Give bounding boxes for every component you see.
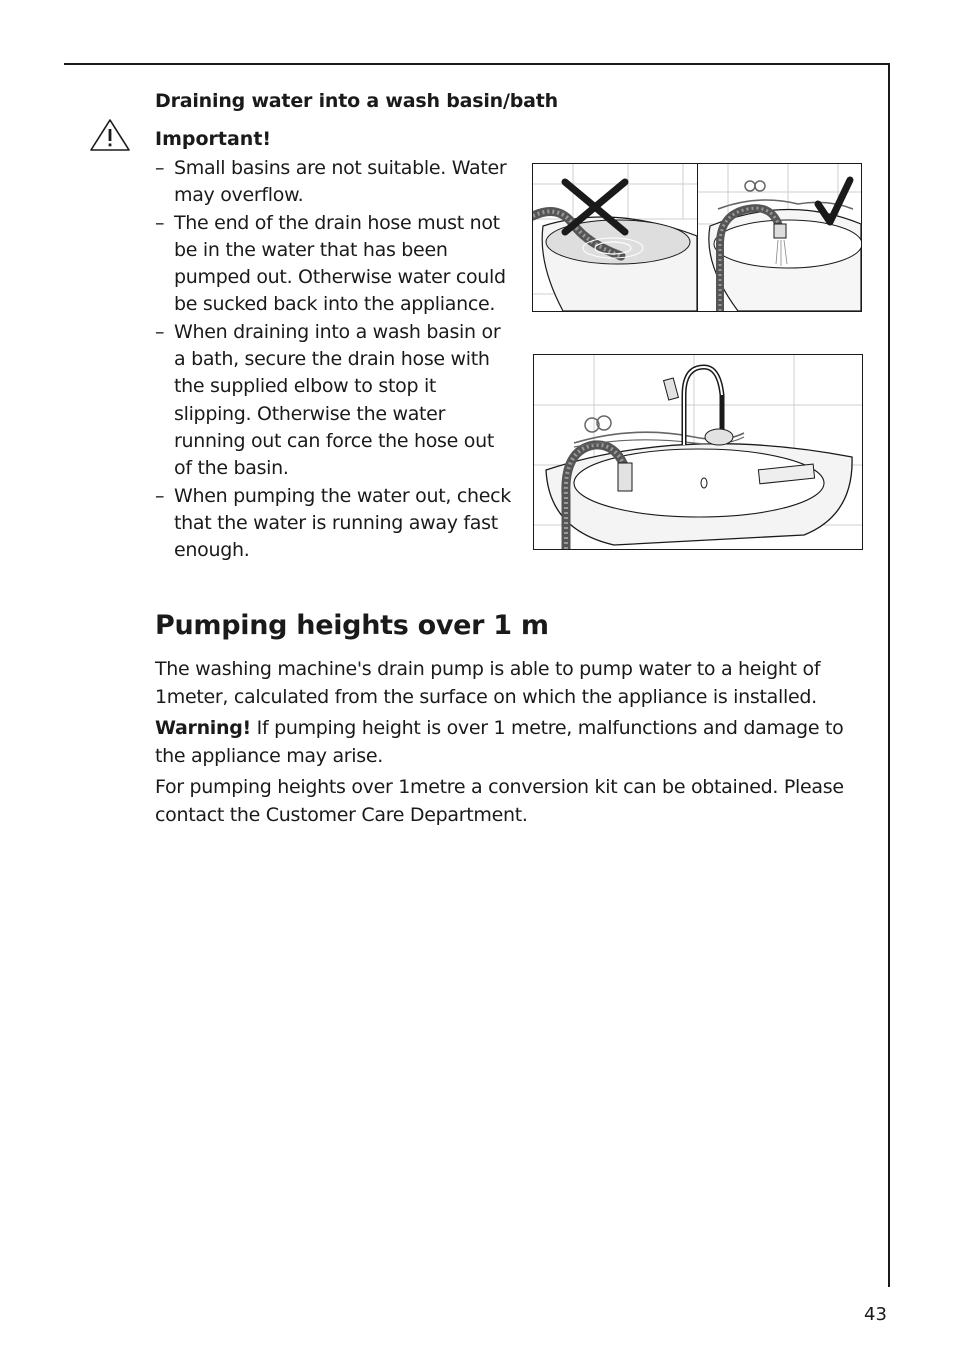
list-item: – Small basins are not suitable. Water may overflow. — [155, 157, 507, 207]
list-item: – When pumping the water out, check that the water is running away fast enough. — [155, 484, 512, 562]
important-label: Important! — [155, 128, 272, 150]
illustration-hose-in-water — [532, 163, 698, 312]
right-rule — [888, 63, 890, 1287]
top-rule — [64, 63, 890, 65]
illustration-hose-above-water — [697, 163, 862, 312]
list-item: – When draining into a wash basin or a bath, secure the drain hose with the supplied elbow to stop it slipping. Otherwise the water running out can force the hose out of the basin. — [155, 320, 501, 480]
section-subheading: Draining water into a wash basin/bath — [155, 90, 558, 112]
list-item: – The end of the drain hose must not be in the water that has been pumped out. Otherwise water could be sucked back into the appliance. — [155, 211, 506, 316]
conversion-kit-note: For pumping heights over 1metre a conversion kit can be obtained. Please contact the Customer Care Department. — [155, 776, 844, 826]
warning-text: If pumping height is over 1 metre, malfunctions and damage to the appliance may arise. — [155, 717, 844, 767]
warning-label: Warning! — [155, 717, 251, 739]
pump-description: The washing machine's drain pump is able to pump water to a height of 1meter, calculated from the surface on which the appliance is installed. — [155, 658, 821, 708]
warning-paragraph — [155, 714, 867, 770]
important-list — [155, 155, 517, 564]
section-heading: Pumping heights over 1 m — [155, 610, 549, 641]
illustration-basin-hose-secured — [533, 354, 863, 550]
warning-triangle-icon — [89, 118, 131, 152]
page-number: 43 — [864, 1304, 887, 1325]
check-mark-icon — [818, 180, 850, 222]
